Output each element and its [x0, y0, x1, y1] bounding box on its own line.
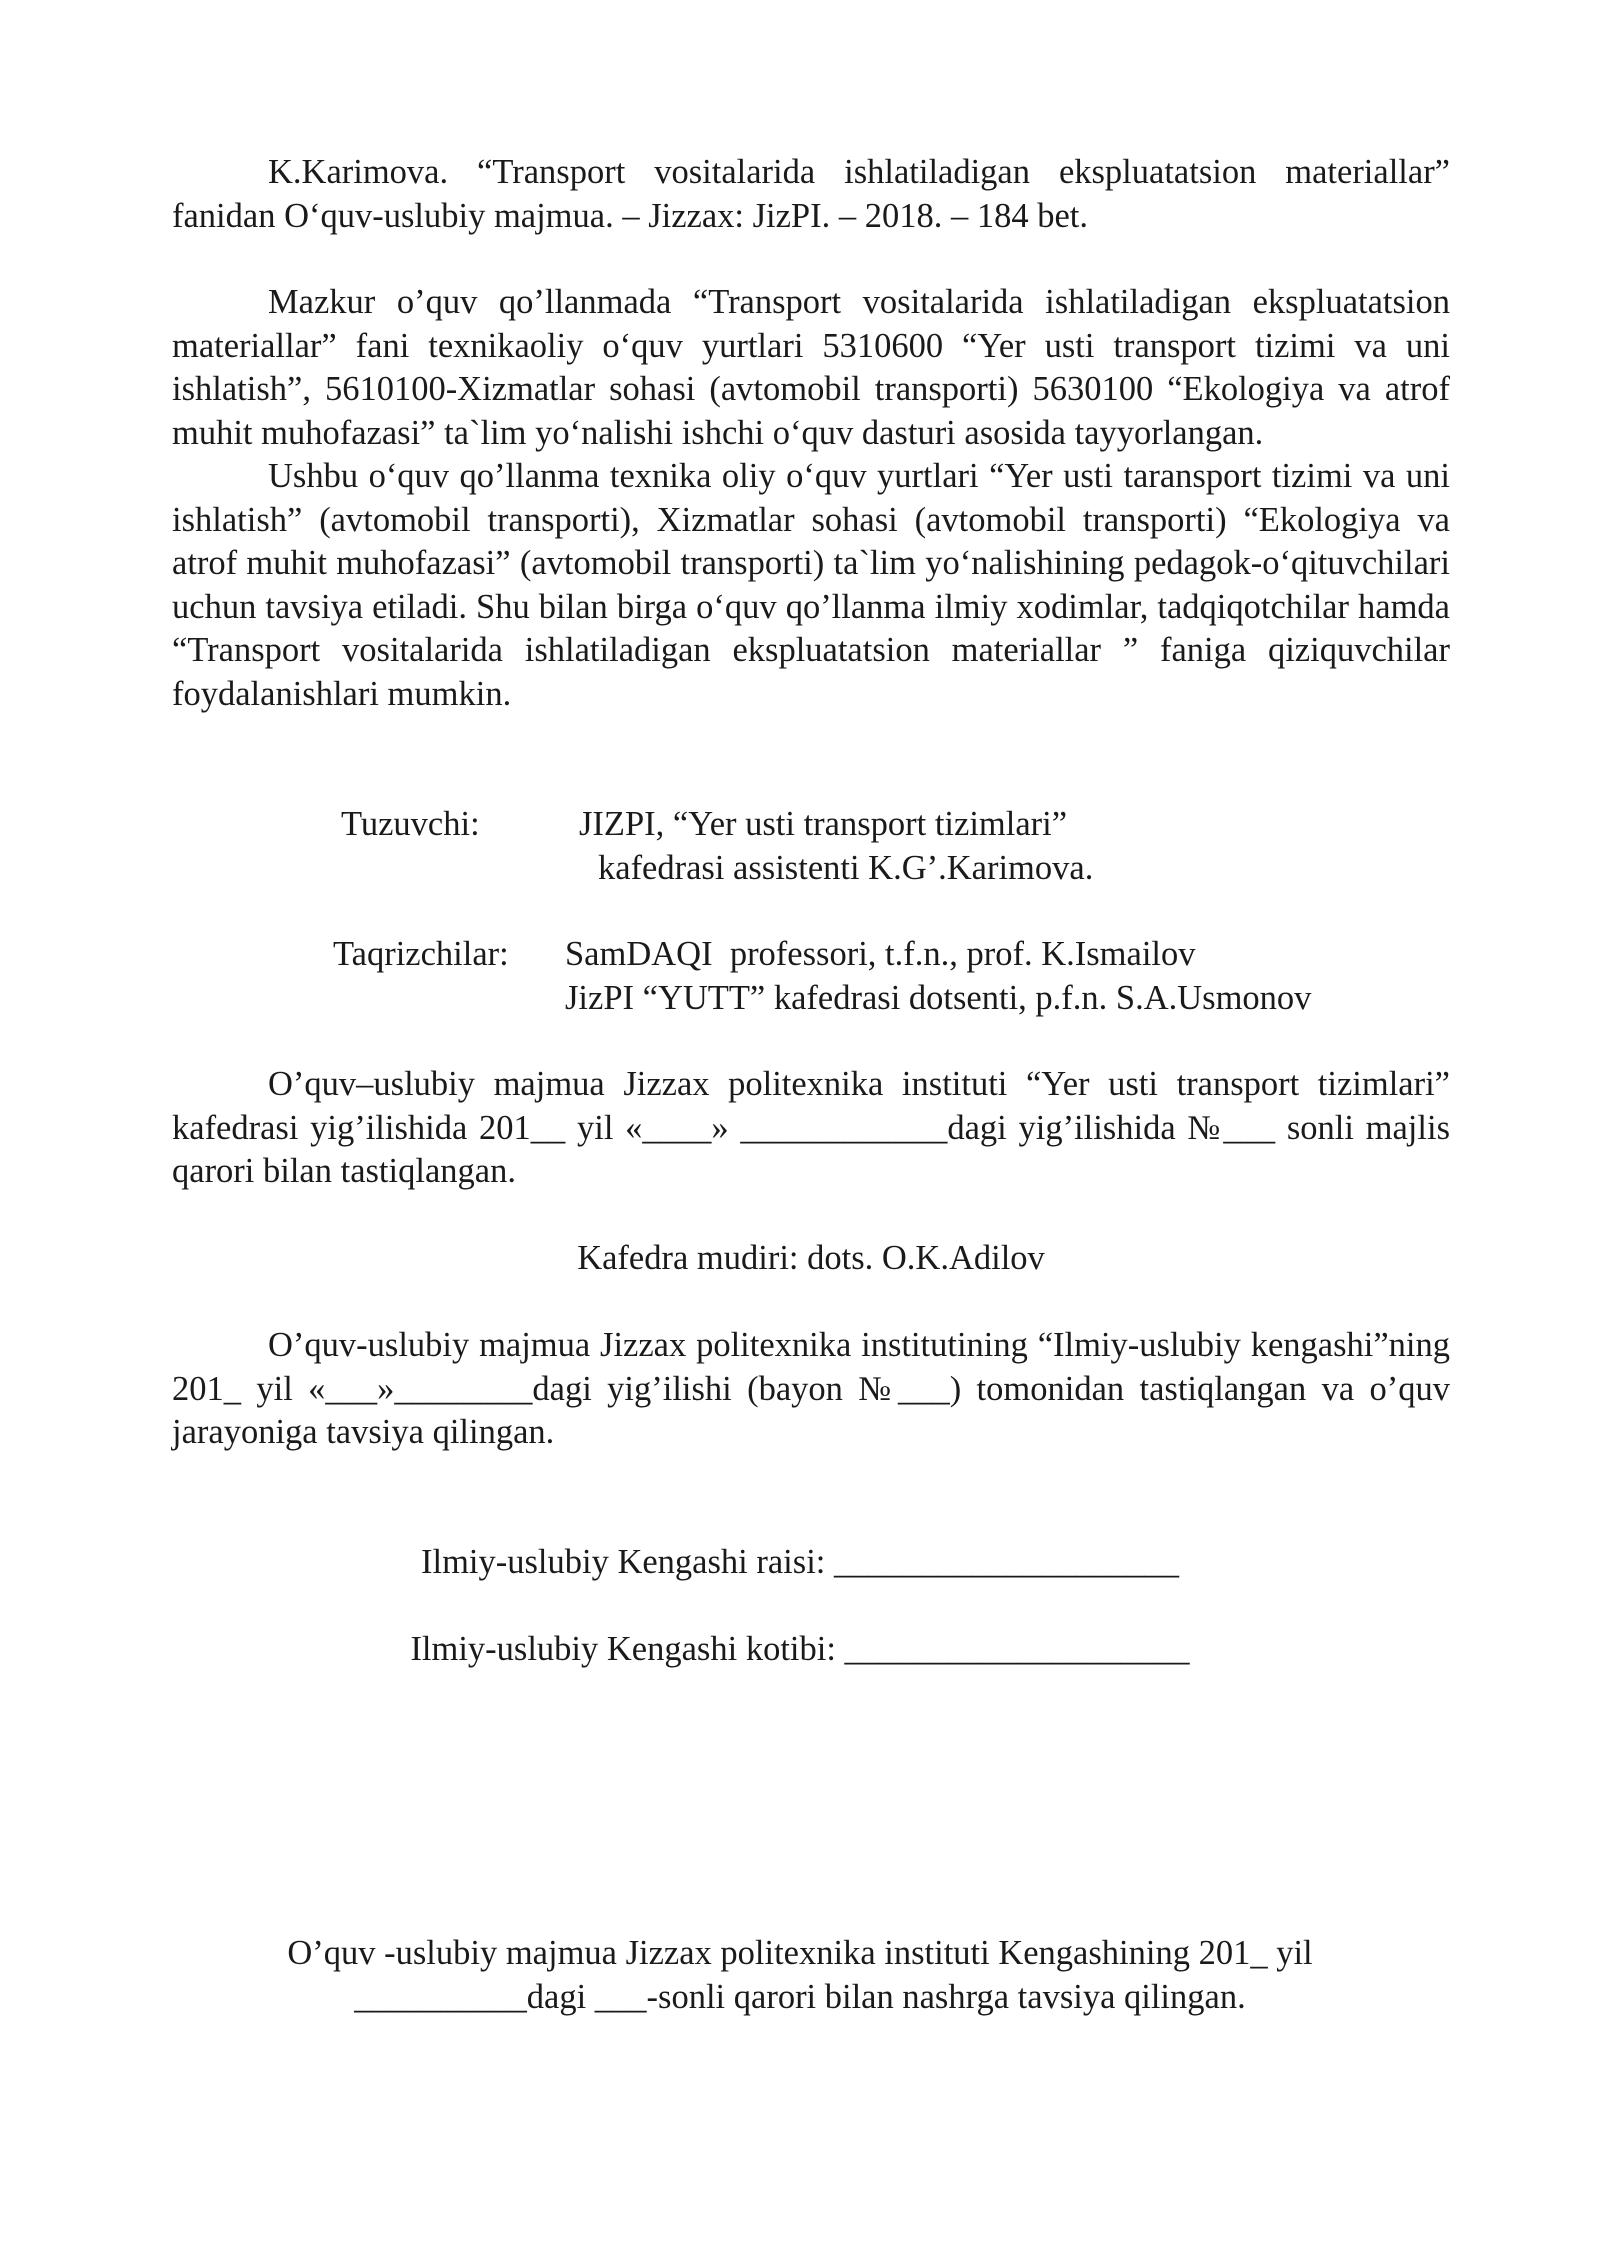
citation-text: K.Karimova. “Transport vositalarida ishlatiladigan ekspluatatsion materiallar” fanidan O‘quv-uslubiy majmua. – Jizzax: JizPI. – 2018. – 184 bet.: [172, 153, 1450, 235]
annotation-section: [172, 281, 1450, 716]
publication-note-line-2: __________dagi ___-sonli qarori bilan nashrga tavsiya qilingan.: [354, 1977, 1246, 2016]
signature-chair-line: [0, 1541, 1600, 1585]
department-approval-text: O’quv–uslubiy majmua Jizzax politexnika instituti “Yer usti transport tizimlari” kafedrasi yig’ilishida 201__ yil «____» ____________dagi yig’ilishida №___ sonli majlis qarori bilan tastiqlangan.: [172, 1065, 1450, 1190]
reviewer-line-1: SamDAQI professori, t.f.n., prof. K.Ismailov: [565, 935, 1196, 973]
reviewers-block: [0, 933, 1600, 1021]
signature-secretary-line: [0, 1628, 1600, 1672]
council-approval-text: O’quv-uslubiy majmua Jizzax politexnika institutining “Ilmiy-uslubiy kengashi”ning 201_ yil «___»________dagi yig’ilishi (bayon №___) tomonidan tastiqlangan va o’quv jarayoniga tavsiya qilingan.: [172, 1326, 1450, 1451]
department-head-text: Kafedra mudiri: dots. O.K.Adilov: [577, 1239, 1045, 1277]
publication-note: [0, 1932, 1600, 2019]
department-head-line: [172, 1237, 1450, 1281]
reviewer-line-2: JizPI “YUTT” kafedrasi dotsenti, p.f.n. S.A.Usmonov: [565, 978, 1312, 1017]
signature-secretary-text: Ilmiy-uslubiy Kengashi kotibi: ____________________: [410, 1630, 1190, 1668]
reviewers-label: Taqrizchilar:: [333, 935, 509, 973]
compiler-label: Tuzuvchi:: [341, 805, 480, 843]
compiler-block: [0, 803, 1600, 891]
annotation-paragraph-2: Ushbu o‘quv qo’llanma texnika oliy o‘quv yurtlari “Yer usti taransport tizimi va uni ishlatish” (avtomobil transporti), Xizmatlar sohasi (avtomobil transporti) “Ekologiya va atrof muhit muhofazasi” (avtomobil transporti) ta`lim yo‘nalishining pedagok-o‘qituvchilari uchun tavsiya etiladi. Shu bilan birga o‘quv qo’llanma ilmiy xodimlar, tadqiqotchilar hamda “Transport vositalarida ishlatiladigan ekspluatatsion materiallar ” faniga qiziquvchilar foydalanishlari mumkin.: [172, 457, 1450, 713]
compiler-line-1: JIZPI, “Yer usti transport tizimlari”: [579, 805, 1068, 843]
citation-paragraph: [172, 151, 1450, 238]
signature-chair-text: Ilmiy-uslubiy Kengashi raisi: ____________________: [421, 1543, 1179, 1581]
compiler-line-2: kafedrasi assistenti K.G’.Karimova.: [598, 848, 1094, 887]
council-approval-paragraph: [172, 1324, 1450, 1455]
department-approval-paragraph: [172, 1063, 1450, 1194]
annotation-paragraph-1: Mazkur o’quv qo’llanmada “Transport vositalarida ishlatiladigan ekspluatatsion materiallar” fani texnikaoliy o‘quv yurtlari 5310600 “Yer usti transport tizimi va uni ishlatish”, 5610100-Xizmatlar sohasi (avtomobil transporti) 5630100 “Ekologiya va atrof muhit muhofazasi” ta`lim yo‘nalishi ishchi o‘quv dasturi asosida tayyorlangan.: [172, 283, 1450, 452]
publication-note-line-1: O’quv -uslubiy majmua Jizzax politexnika instituti Kengashining 201_ yil: [287, 1934, 1313, 1972]
